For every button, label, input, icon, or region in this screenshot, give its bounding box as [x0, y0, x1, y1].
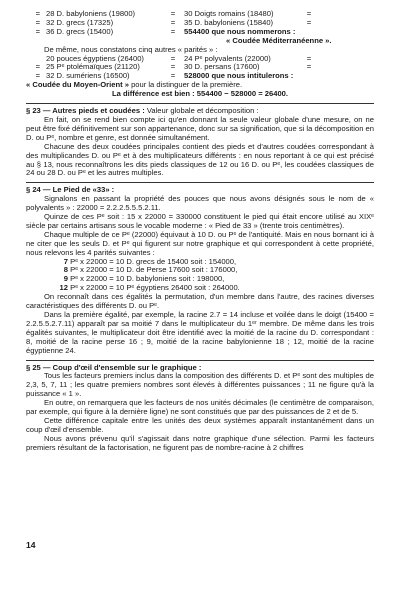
- section-24-paragraph: On reconnaît dans ces égalités la permutation, d'un membre dans l'autre, des racines diverses caractéristiques des différents D. ou Pᵉ.: [26, 292, 374, 311]
- list-item: 12 Pᵉ x 22000 = 10 Pᵉ égyptiens 26400 soit : 264000.: [59, 283, 240, 293]
- section-24-heading: § 24 — Le Pied de «33» :: [26, 185, 115, 195]
- section-divider: [26, 182, 374, 183]
- equivalence-row: 20 pouces égyptiens (26400) = 24 Pᵉ polyvalents (22000) =: [46, 53, 312, 63]
- section-24-paragraph: Signalons en passant la propriété des pouces que nous avons désignés sous le nom de « polyvalents » : 22000 = 2.2.2.5.5.5.2.11.: [26, 194, 374, 213]
- section-24-paragraph: Dans la première égalité, par exemple, la racine 2.7 = 14 incluse et voilée dans le doigt (15400 = 2.2.5.5.2.7.11) apparaît par sa moitié 7 dans le multiplicateur du 1ᵉʳ membre. De même dans les trois égalités suivantes, le multiplicateur doit être identifié avec la moitié de la racine du D. correspondant : 8, moitié de la racine perse 16 ; 9, moitié de la racine babylonienne 18 ; 12, moitié de la racine égyptienne 24.: [26, 310, 374, 355]
- section-23-heading: § 23 — Autres pieds et coudées : Valeur globale et décomposition :: [26, 106, 259, 116]
- section-25-paragraph: Tous les facteurs premiers inclus dans la composition des différents D. et Pᵉ sont des multiples de 2,3, 5, 7, 11 ; les quatre premiers nombres sont élevés à différentes puissances ; 11 ne figure qu'à la puissance « 1 ».: [26, 371, 374, 399]
- difference-line: La différence est bien : 554400 − 528000 = 26400.: [111, 89, 289, 99]
- section-25-paragraph: En outre, on remarquera que les facteurs de nos unités décimales (le centimètre de comparaison, par exemple, qui figure à la dernière ligne) ne sont constitués que par des puissances de 2 et de 5.: [26, 398, 374, 417]
- equivalence-row: = 36 D. grecs (15400) = 554400 que nous nommerons :: [35, 26, 296, 36]
- equivalence-row: = 25 Pᵉ ptolémaïques (21120) = 30 D. persans (17600) =: [35, 62, 312, 72]
- page-number: 14: [26, 540, 36, 550]
- section-divider: [26, 360, 374, 361]
- coudee-moyen-orient-line: « Coudée du Moyen-Orient » pour la distinguer de la première.: [26, 80, 243, 90]
- section-divider: [26, 103, 374, 104]
- equivalences-top: [26, 10, 374, 46]
- intro-line: De même, nous constatons cinq autres « parités » :: [44, 44, 218, 54]
- section-24-paragraph: Quinze de ces Pᵉ soit : 15 x 22000 = 330000 constituent le pied qui était encore utilisé au XIXᵉ siècle par certains artisans sous le vocable moderne : « Pied de 33 » (trente trois centimètres).: [26, 212, 374, 230]
- equivalence-row: = 32 D. sumériens (16500) = 528000 que nous intitulerons :: [35, 71, 294, 81]
- coudee-mediterraneenne-label: « Coudée Méditerranéenne ».: [226, 35, 332, 45]
- section-25-paragraph: Nous avons prévenu qu'il s'agissait dans notre graphique d'une sélection. Parmi les facteurs premiers résultant de la factorisation, ne figurent pas de nombre-racine à 2 chiffres: [26, 433, 374, 452]
- list-item: 9 Pᵉ x 22000 = 10 D. babyloniens soit : 198000,: [63, 274, 225, 284]
- section-24-paragraph: Chaque multiple de ce Pᵉ (22000) équivaut à 10 D. ou Pᵉ de l'antiquité. Mais en nous bornant ici à ne citer que les seuls D. et Pᵉ qui figurent sur notre graphique et qui correspondent à cette propriété, nous relevons les 4 parités suivantes :: [26, 229, 374, 257]
- multiples-list: [26, 258, 374, 294]
- equivalence-row: = 32 D. grecs (17325) = 35 D. babyloniens (15840) =: [35, 17, 312, 27]
- equivalences-mid: [26, 55, 374, 82]
- section-23-paragraph: Chacune des deux coudées principales contient des pieds et d'autres coudées correspondant à des multiplicandes D. ou Pᵉ et à des multiplicateurs différents : en nous reportant à ce qui est précisé au § 13, nous reconnaîtrons les dits pieds classiques de 12 ou 16 D. ou Pᵉ, les coudées classiques de 24 ou 28 D. ou Pᵉ et les autres multiples.: [26, 141, 374, 178]
- section-23-paragraph: En fait, on se rend bien compte ici qu'en donnant la seule valeur globale d'une mesure, on ne peut être fixé définitivement sur son appartenance, donc sur sa signification, que si la décomposition en D. ou Pᵉ, nombre et genre, est donnée simultanément.: [26, 114, 374, 142]
- section-25-heading: § 25 — Coup d'œil d'ensemble sur le graphique :: [26, 362, 202, 372]
- equivalence-row: = 28 D. babyloniens (19800) = 30 Doigts romains (18480) =: [35, 9, 312, 18]
- section-25-paragraph: Cette différence capitale entre les unités des deux systèmes apparaît instantanément dans un coup d'œil d'ensemble.: [26, 415, 374, 434]
- list-item: 7 Pᵉ x 22000 = 10 D. grecs de 15400 soit : 154000,: [63, 256, 237, 266]
- list-item: 8 Pᵉ x 22000 = 10 D. de Perse 17600 soit : 176000,: [63, 265, 238, 275]
